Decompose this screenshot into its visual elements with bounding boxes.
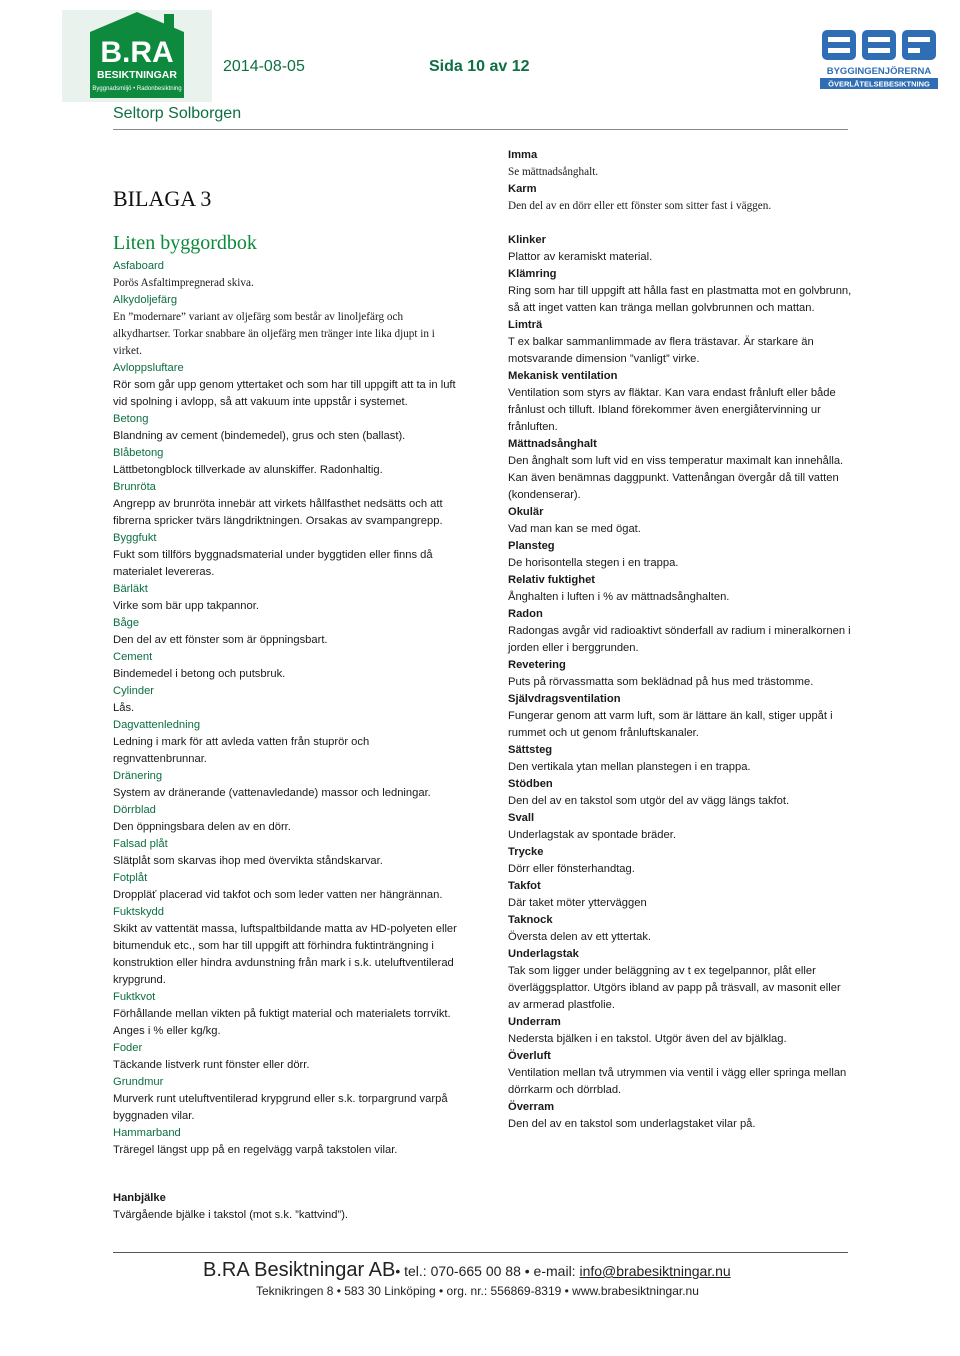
glossary-entry: [113, 1040, 458, 1074]
glossary-term: Radon: [508, 608, 543, 620]
glossary-definition: Skikt av vattentät massa, luftspaltbildande matta av HD-polyeten eller bitumenduk etc., som har till uppgift att förhindra fuktinträngning i konstruktion eller hindra avdunstning från mark i s.k. uteluftventilerad krypgrund.: [113, 923, 457, 986]
glossary-entry: [508, 266, 853, 317]
glossary-entry: [113, 1125, 458, 1159]
glossary-term: Brunröta: [113, 481, 156, 493]
sbr-logo-line2: ÖVERLÅTELSEBESIKTNING: [828, 79, 930, 89]
glossary-entry: [508, 181, 853, 215]
glossary-left-column: [113, 258, 458, 1159]
glossary-entry: [508, 776, 853, 810]
glossary-definition: Radongas avgår vid radioaktivt sönderfall av radium i mineralkornen i jorden eller i berggrunden.: [508, 625, 851, 654]
glossary-entry: [508, 436, 853, 504]
glossary-term: Foder: [113, 1042, 143, 1054]
glossary-term: Mättnadsånghalt: [508, 438, 597, 450]
glossary-term: Cylinder: [113, 685, 155, 697]
glossary-entry: [113, 615, 458, 649]
glossary-term: Grundmur: [113, 1076, 164, 1088]
client-name: Seltorp Solborgen: [113, 105, 242, 122]
glossary-entry: [113, 581, 458, 615]
glossary-definition: Den del av en takstol som underlagstaket vilar på.: [508, 1118, 756, 1130]
glossary-title: Liten byggordbok: [113, 232, 257, 254]
glossary-term: Klinker: [508, 234, 546, 246]
glossary-entry: [113, 802, 458, 836]
glossary-definition: Den del av en dörr eller ett fönster som sitter fast i väggen.: [508, 200, 772, 212]
glossary-term: Fuktskydd: [113, 906, 164, 918]
glossary-entry: [113, 989, 458, 1040]
glossary-term: Takfot: [508, 880, 541, 892]
glossary-definition: Ventilation som styrs av fläktar. Kan vara endast frånluft eller både frånlust och tilluft. Ibland förekommer även energiåtervinning ur frånluften.: [508, 387, 836, 433]
header-divider: [113, 129, 848, 130]
glossary-definition: Murverk runt uteluftventilerad krypgrund eller s.k. torpargrund varpå byggnaden vilar.: [113, 1093, 448, 1122]
bra-logo-main: B.RA: [100, 36, 174, 69]
glossary-entry: [113, 904, 458, 989]
glossary-definition: Förhållande mellan vikten på fuktigt material och materialets torrvikt. Anges i % eller kg/kg.: [113, 1008, 451, 1037]
glossary-entry: [113, 479, 458, 530]
glossary-term: Alkydoljefärg: [113, 294, 178, 306]
glossary-definition: Virke som bär upp takpannor.: [113, 600, 259, 612]
glossary-entry: [508, 1014, 853, 1048]
glossary-definition: Droppläť placerad vid takfot och som leder vatten ner hängrännan.: [113, 889, 443, 901]
glossary-entry: [508, 946, 853, 1014]
glossary-term: Dagvattenledning: [113, 719, 201, 731]
glossary-definition: Den ånghalt som luft vid en viss temperatur maximalt kan innehålla. Kan även benämnas daggpunkt. Vattenångan övergår då till vatten (kondenserar).: [508, 455, 844, 501]
glossary-entry: [508, 147, 853, 181]
glossary-definition: Lättbetongblock tillverkade av alunskiffer. Radonhaltig.: [113, 464, 383, 476]
glossary-entry: [508, 1048, 853, 1099]
glossary-definition: Puts på rörvassmatta som beklädnad på hus med trästomme.: [508, 676, 814, 688]
glossary-term: Plansteg: [508, 540, 555, 552]
glossary-term: Falsad plåt: [113, 838, 168, 850]
glossary-definition: Täckande listverk runt fönster eller dörr.: [113, 1059, 310, 1071]
glossary-entry: [113, 530, 458, 581]
glossary-definition: Nedersta bjälken i en takstol. Utgör även del av bjälklag.: [508, 1033, 787, 1045]
glossary-entry: [508, 606, 853, 657]
glossary-definition: Rör som går upp genom yttertaket och som har till uppgift att ta in luft vid spolning i avlopp, så att vakuum inte uppstår i systemet.: [113, 379, 456, 408]
header-date: 2014-08-05: [223, 58, 305, 75]
glossary-definition: Ventilation mellan två utrymmen via ventil i vägg eller springa mellan dörrkarm och dörrblad.: [508, 1067, 847, 1096]
footer-address: Teknikringen 8 • 583 30 Linköping • org. nr.: 556869-8319 • www.brabesiktningar.nu: [256, 1284, 699, 1298]
glossary-right-column: [508, 147, 853, 1133]
glossary-term: Byggfukt: [113, 532, 157, 544]
glossary-entry: [113, 411, 458, 445]
glossary-definition: Fukt som tillförs byggnadsmaterial under byggtiden eller finns då materialet levereras.: [113, 549, 433, 578]
glossary-term: Underram: [508, 1016, 561, 1028]
glossary-entry: [508, 538, 853, 572]
glossary-term: Bärläkt: [113, 583, 148, 595]
glossary-definition: Fungerar genom att varm luft, som är lättare än kall, stiger uppåt i rummet och ut genom frånluftskanaler.: [508, 710, 833, 739]
glossary-definition: Slätplåt som skarvas ihop med övervikta ståndskarvar.: [113, 855, 383, 867]
glossary-entry: [113, 836, 458, 870]
glossary-entry: [113, 870, 458, 904]
glossary-entry: [113, 768, 458, 802]
glossary-definition: De horisontella stegen i en trappa.: [508, 557, 679, 569]
bra-logo-sub: BESIKTNINGAR: [97, 69, 177, 81]
glossary-term: Överluft: [508, 1050, 551, 1062]
glossary-entry: [508, 232, 853, 266]
footer-divider: [113, 1252, 848, 1253]
glossary-definition: Den del av ett fönster som är öppningsbart.: [113, 634, 328, 646]
glossary-term: Överram: [508, 1101, 555, 1113]
glossary-term: Taknock: [508, 914, 553, 926]
footer-contact: • tel.: 070-665 00 88 • e-mail:: [395, 1263, 580, 1279]
glossary-term: Cement: [113, 651, 153, 663]
glossary-term: Okulär: [508, 506, 544, 518]
glossary-entry: [113, 292, 458, 360]
glossary-definition: Vad man kan se med ögat.: [508, 523, 641, 535]
glossary-term: Blåbetong: [113, 447, 164, 459]
glossary-definition: Den vertikala ytan mellan planstegen i en trappa.: [508, 761, 751, 773]
glossary-entry: [508, 742, 853, 776]
bra-logo: [62, 10, 212, 102]
glossary-term: Fotplåt: [113, 872, 148, 884]
glossary-definition: Ånghalten i luften i % av mättnadsånghalten.: [508, 591, 730, 603]
glossary-definition: Den del av en takstol som utgör del av vägg längs takfot.: [508, 795, 790, 807]
footer-email-link[interactable]: info@brabesiktningar.nu: [579, 1263, 731, 1279]
glossary-definition: Ledning i mark för att avleda vatten från stuprör och regnvattenbrunnar.: [113, 736, 370, 765]
glossary-term: Klämring: [508, 268, 557, 280]
glossary-entry: [508, 691, 853, 742]
glossary-definition: Underlagstak av spontade bräder.: [508, 829, 676, 841]
page-number: Sida 10 av 12: [429, 58, 530, 75]
sbr-logo: [820, 28, 938, 90]
glossary-definition: Blandning av cement (bindemedel), grus och sten (ballast).: [113, 430, 406, 442]
glossary-term: Relativ fuktighet: [508, 574, 596, 586]
glossary-bottom-entry: [113, 1190, 458, 1224]
bra-logo-tagline: Byggnadsmiljö • Radonbesiktning: [92, 86, 182, 92]
glossary-entry: [508, 572, 853, 606]
glossary-entry: [508, 878, 853, 912]
glossary-definition: Plattor av keramiskt material.: [508, 251, 653, 263]
glossary-definition: Porös Asfaltimpregnerad skiva.: [113, 277, 254, 289]
glossary-term: Trycke: [508, 846, 544, 858]
glossary-definition: Angrepp av brunröta innebär att virkets hållfasthet nedsätts och att fibrerna spricker tvärs längdriktningen. Orsakas av svampangrepp.: [113, 498, 443, 527]
glossary-definition: Tak som ligger under beläggning av t ex tegelpannor, plåt eller överläggsplattor. Utgörs ibland av papp på träsvall, av masonit eller av armerad plastfolie.: [508, 965, 841, 1011]
glossary-entry: [508, 1099, 853, 1133]
glossary-definition: Bindemedel i betong och putsbruk.: [113, 668, 286, 680]
glossary-entry: [508, 317, 853, 368]
sbr-logo-line1: BYGGINGENJÖRERNA: [826, 66, 932, 77]
glossary-definition: En ”modernare” variant av oljefärg som består av linoljefärg och alkydhartser. Torkar snabbare än oljefärg men tränger inte lika djupt in i virket.: [113, 311, 435, 357]
glossary-definition: Dörr eller fönsterhandtag.: [508, 863, 635, 875]
glossary-term: Dörrblad: [113, 804, 156, 816]
entry-spacer: [508, 215, 853, 232]
glossary-definition: Den öppningsbara delen av en dörr.: [113, 821, 291, 833]
glossary-term: Dränering: [113, 770, 163, 782]
glossary-definition: Träregel längst upp på en regelvägg varpå takstolen vilar.: [113, 1144, 398, 1156]
footer-contact-line: [203, 1259, 843, 1282]
glossary-term: Självdragsventilation: [508, 693, 621, 705]
glossary-entry: [508, 504, 853, 538]
glossary-term: Limträ: [508, 319, 543, 331]
glossary-definition: T ex balkar sammanlimmade av flera trästavar. Är starkare än motsvarande dimension ”vanligt” virke.: [508, 336, 814, 365]
glossary-term: Stödben: [508, 778, 553, 790]
glossary-term: Svall: [508, 812, 535, 824]
glossary-definition: Tvärgående bjälke i takstol (mot s.k. ”kattvind”).: [113, 1209, 349, 1221]
glossary-term: Revetering: [508, 659, 566, 671]
glossary-term: Sättsteg: [508, 744, 553, 756]
glossary-definition: System av dränerande (vattenavledande) massor och ledningar.: [113, 787, 431, 799]
glossary-entry: [508, 912, 853, 946]
appendix-heading: BILAGA 3: [113, 186, 212, 211]
glossary-term: Fuktkvot: [113, 991, 156, 1003]
glossary-entry: [508, 657, 853, 691]
glossary-term: Hammarband: [113, 1127, 181, 1139]
glossary-entry: [113, 649, 458, 683]
glossary-term: Båge: [113, 617, 140, 629]
glossary-entry: [113, 717, 458, 768]
glossary-entry: [113, 1074, 458, 1125]
glossary-definition: Lås.: [113, 702, 135, 714]
glossary-entry: [113, 683, 458, 717]
glossary-term: Mekanisk ventilation: [508, 370, 618, 382]
glossary-definition: Se mättnadsånghalt.: [508, 166, 599, 178]
glossary-term: Karm: [508, 183, 537, 195]
glossary-entry: [113, 445, 458, 479]
glossary-term: Imma: [508, 149, 538, 161]
glossary-entry: [508, 810, 853, 844]
glossary-term: Underlagstak: [508, 948, 579, 960]
glossary-entry: [113, 258, 458, 292]
glossary-definition: Där taket möter ytterväggen: [508, 897, 647, 909]
glossary-term: Betong: [113, 413, 149, 425]
glossary-entry: [113, 1190, 458, 1224]
glossary-term: Hanbjälke: [113, 1192, 166, 1204]
glossary-entry: [113, 360, 458, 411]
glossary-entry: [508, 368, 853, 436]
glossary-entry: [508, 844, 853, 878]
glossary-definition: Översta delen av ett yttertak.: [508, 931, 652, 943]
glossary-term: Avloppsluftare: [113, 362, 184, 374]
glossary-definition: Ring som har till uppgift att hålla fast en plastmatta mot en golvbrunn, så att inget vatten kan tränga mellan golvbrunnen och mattan.: [508, 285, 852, 314]
glossary-term: Asfaboard: [113, 260, 164, 272]
footer-company: B.RA Besiktningar AB: [203, 1259, 396, 1281]
